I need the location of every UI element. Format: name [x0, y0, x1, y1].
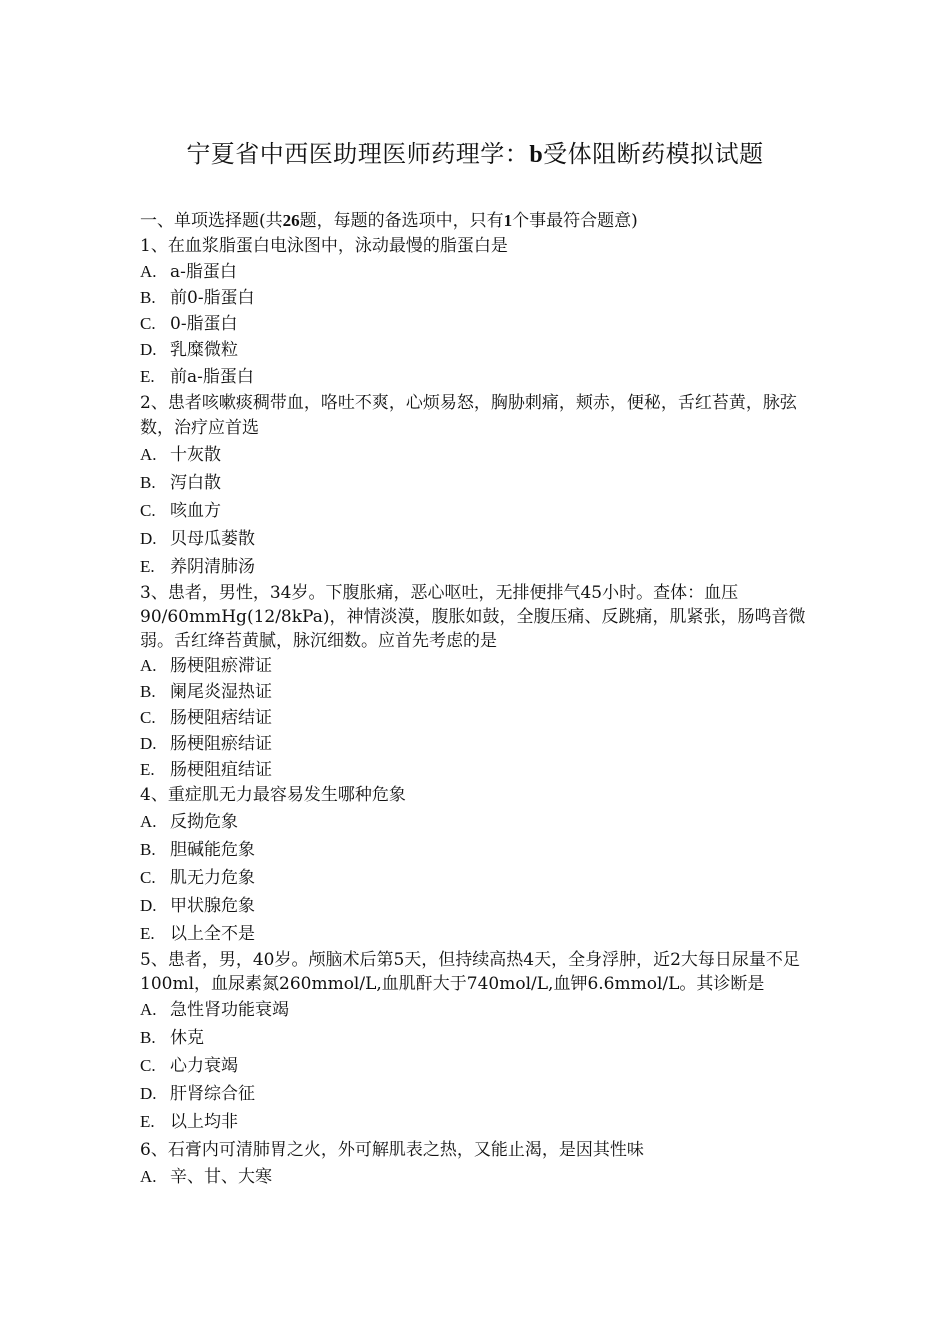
title-prefix: 宁夏省中西医助理医师药理学： — [186, 140, 530, 168]
option-d: D. 乳糜微粒 — [140, 340, 238, 360]
option-a: A. 十灰散 — [140, 445, 221, 465]
option-d: D. 贝母瓜蒌散 — [140, 529, 255, 549]
question-stem: 3、患者，男性，34岁。下腹胀痛，恶心呕吐，无排便排气45小时。查体：血压90/60mmHg(12/8kPa)，神情淡漠，腹胀如鼓，全腹压痛、反跳痛，肌紧张，肠鸣音微弱。舌红绛苔黄腻，脉沉细数。应首先考虑的是 — [140, 583, 806, 651]
question-3 — [140, 581, 820, 783]
option-b: B. 前0-脂蛋白 — [140, 288, 255, 308]
option-c: C. 咳血方 — [140, 501, 221, 521]
question-stem: 2、患者咳嗽痰稠带血，咯吐不爽，心烦易怒，胸胁刺痛，颊赤，便秘，舌红苔黄，脉弦数，治疗应首选 — [140, 393, 797, 438]
option-e: E. 以上全不是 — [140, 924, 255, 944]
option-a: A. 急性肾功能衰竭 — [140, 1000, 289, 1020]
option-a: A. 反拗危象 — [140, 812, 238, 832]
question-5 — [140, 948, 820, 1136]
question-4 — [140, 783, 820, 948]
option-d: D. 甲状腺危象 — [140, 896, 255, 916]
option-b: B. 休克 — [140, 1028, 204, 1048]
option-a: A. a-脂蛋白 — [140, 262, 237, 282]
question-stem: 4、重症肌无力最容易发生哪种危象 — [140, 785, 406, 805]
question-stem: 1、在血浆脂蛋白电泳图中，泳动最慢的脂蛋白是 — [140, 236, 508, 256]
question-1 — [140, 234, 820, 391]
question-stem: 5、患者，男，40岁。颅脑术后第5天，但持续高热4天，全身浮肿，近2大每日尿量不足100ml，血尿素氮260mmol/L,血肌酐大于740mol/L,血钾6.6mmol/L。其诊断是 — [140, 950, 800, 994]
title-bold-letter: b — [529, 142, 544, 168]
option-b: B. 阑尾炎湿热证 — [140, 682, 272, 702]
option-c: C. 肌无力危象 — [140, 868, 255, 888]
section-heading: 一、单项选择题(共26题，每题的备选项中，只有1个事最符合题意) — [140, 211, 638, 231]
option-c: C. 肠梗阻痞结证 — [140, 708, 272, 728]
option-a: A. 肠梗阻瘀滞证 — [140, 656, 272, 676]
option-d: D. 肠梗阻瘀结证 — [140, 734, 272, 754]
option-e: E. 前a-脂蛋白 — [140, 367, 254, 387]
question-stem: 6、石膏内可清肺胃之火，外可解肌表之热，又能止渴，是因其性味 — [140, 1140, 644, 1160]
option-c: C. 心力衰竭 — [140, 1056, 238, 1076]
option-e: E. 以上均非 — [140, 1112, 238, 1132]
question-6 — [140, 1136, 820, 1190]
option-b: B. 胆碱能危象 — [140, 840, 255, 860]
option-b: B. 泻白散 — [140, 473, 221, 493]
option-d: D. 肝肾综合征 — [140, 1084, 255, 1104]
document-body — [140, 208, 820, 1190]
document-title — [0, 138, 950, 171]
option-a: A. 辛、甘、大寒 — [140, 1167, 272, 1187]
option-c: C. 0-脂蛋白 — [140, 314, 238, 334]
title-suffix: 受体阻断药模拟试题 — [543, 140, 764, 168]
option-e: E. 养阴清肺汤 — [140, 557, 255, 577]
option-e: E. 肠梗阻疽结证 — [140, 760, 272, 780]
question-2 — [140, 391, 820, 581]
